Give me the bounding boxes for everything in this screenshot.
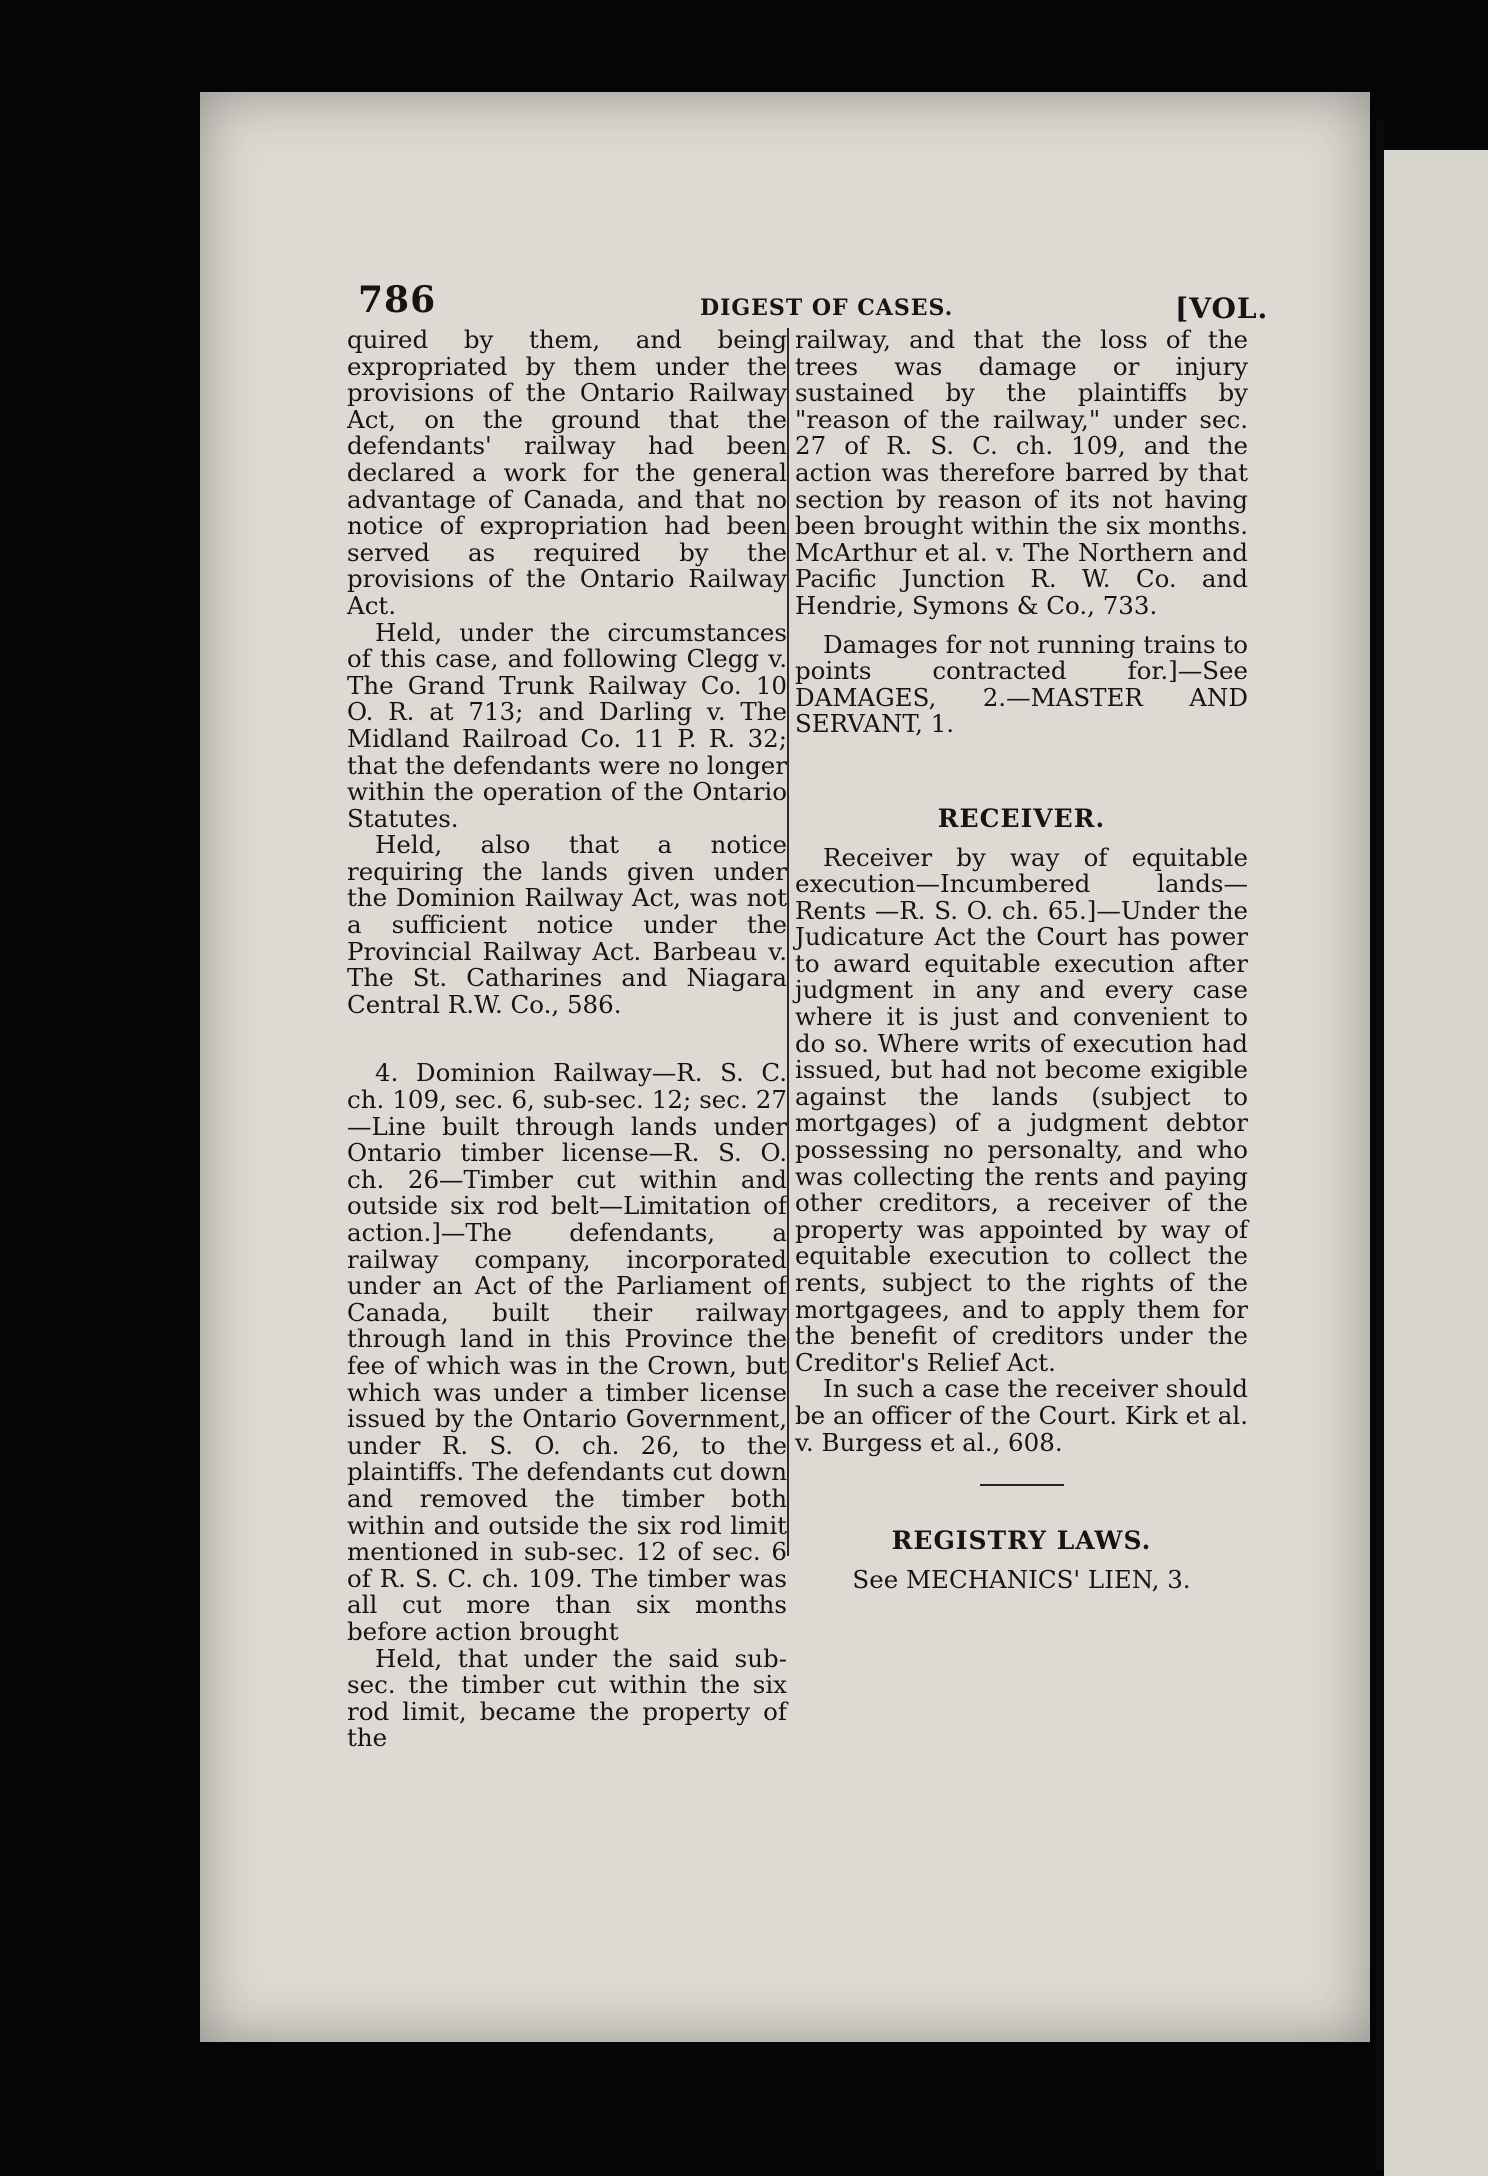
right-column [795, 327, 1248, 1593]
right-paragraph-2: Damages for not running trains to points contracted for.]—See DAMAGES, 2.—MASTER AND SERVANT, 1. [795, 629, 1248, 739]
right-paragraph-5: See MECHANICS' LIEN, 3. [852, 1564, 1191, 1594]
left-paragraph-1: quired by them, and being expropriated by them under the provisions of the Ontario Railway Act, on the ground that the defendants' railway had been declared a work for the general advantage of Canada, and that no notice of expropriation had been served as required by the provisions of the Ontario Railway Act. [347, 325, 787, 620]
left-paragraph-4: 4. Dominion Railway—R. S. C. ch. 109, sec. 6, sub-sec. 12; sec. 27—Line built through lands under Ontario timber license—R. S. O. ch. 26—Timber cut within and outside six rod belt—Limitation of action.]—The defendants, a railway company, incorporated under an Act of the Parliament of Canada, built their railway through land in this Province the fee of which was in the Crown, but which was under a timber license issued by the Ontario Government, under R. S. O. ch. 26, to the plaintiffs. The defendants cut down and removed the timber both within and outside the six rod limit mentioned in sub-sec. 12 of sec. 6 of R. S. C. ch. 109. The timber was all cut more than six months before action brought [347, 1058, 787, 1646]
heading-registry-laws: REGISTRY LAWS. [891, 1526, 1152, 1556]
right-paragraph-4: In such a case the receiver should be an officer of the Court. Kirk et al. v. Burgess et al., 608. [795, 1374, 1248, 1457]
page-number: 786 [358, 279, 437, 321]
volume-mark: [VOL. [1175, 292, 1269, 325]
heading-receiver: RECEIVER. [937, 803, 1106, 833]
running-head: DIGEST OF CASES. [700, 295, 954, 321]
right-paragraph-3: Receiver by way of equitable execution—Incumbered lands— Rents —R. S. O. ch. 65.]—Under the Judicature Act the Court has power to award equitable execution after judgment in any and every case where it is just and convenient to do so. Where writs of execution had issued, but had not become exigible against the lands (subject to mortgages) of a judgment debtor possessing no personalty, and who was collecting the rents and paying other creditors, a receiver of the property was appointed by way of equitable execution to collect the rents, subject to the rights of the mortgagees, and to apply them for the benefit of creditors under the Creditor's Relief Act. [795, 842, 1248, 1377]
left-paragraph-3: Held, also that a notice requiring the lands given under the Dominion Railway Act, was not a sufficient notice under the Provincial Railway Act. Barbeau v. The St. Catharines and Niagara Central R.W. Co., 586. [347, 830, 787, 1019]
facing-page-edge [1384, 150, 1488, 2176]
left-paragraph-2: Held, under the circumstances of this case, and following Clegg v. The Grand Trunk Railway Co. 10 O. R. at 713; and Darling v. The Midland Railroad Co. 11 P. R. 32; that the defendants were no longer within the operation of the Ontario Statutes. [347, 617, 787, 833]
column-divider [787, 328, 789, 1556]
book-page [200, 92, 1370, 2042]
left-paragraph-5: Held, that under the said sub-sec. the timber cut within the six rod limit, became the property of the [347, 1643, 787, 1753]
left-column [347, 327, 787, 1752]
page-edge [1376, 120, 1384, 2170]
right-paragraph-1: railway, and that the loss of the trees was damage or injury sustained by the plaintiffs by "reason of the railway," under sec. 27 of R. S. C. ch. 109, and the action was therefore barred by that section by reason of its not having been brought within the six months. McArthur et al. v. The Northern and Pacific Junction R. W. Co. and Hendrie, Symons & Co., 733. [795, 325, 1248, 620]
